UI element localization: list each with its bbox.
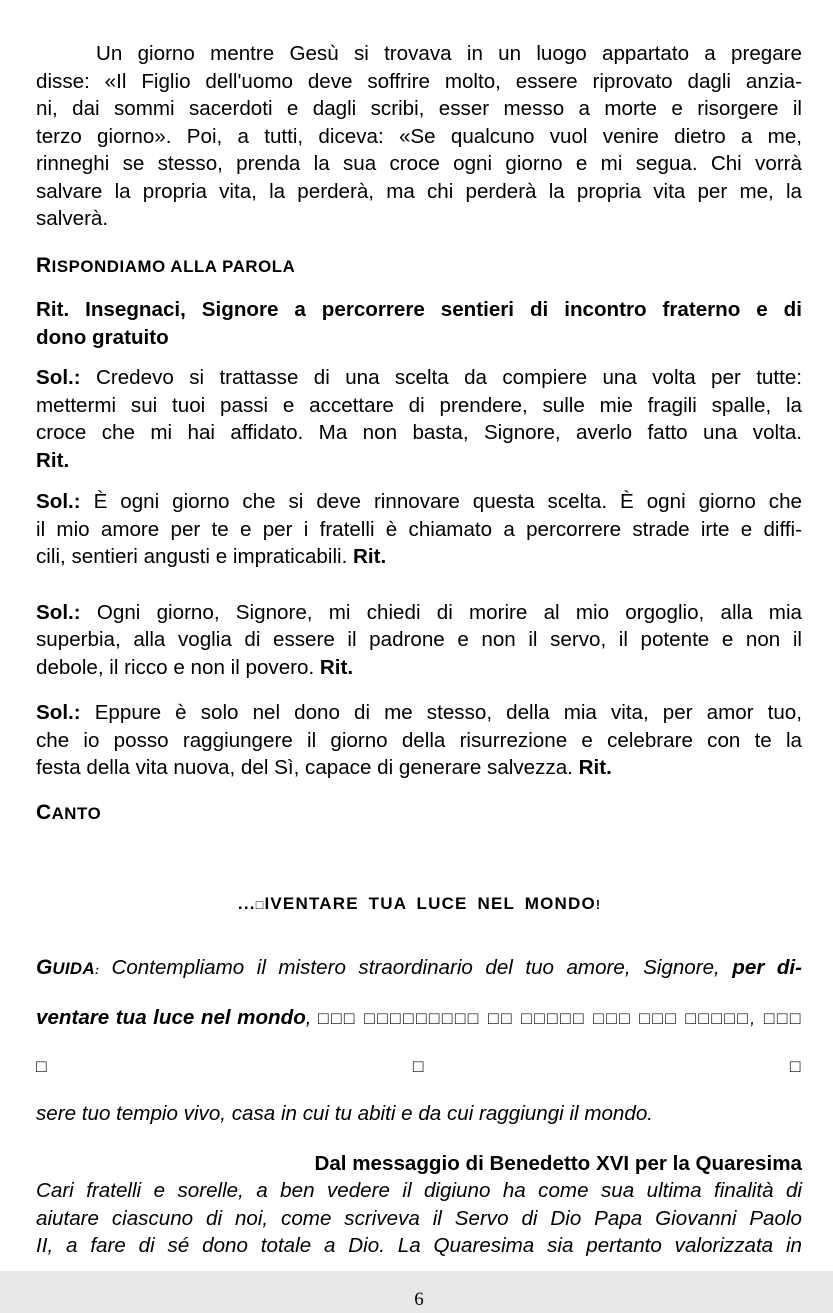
text-line: [36, 994, 802, 1090]
text-segment: ISPONDIAMO ALLA PAROLA: [52, 257, 296, 276]
text-segment: salvare la propria vita, la perderà, ma chi perderà la propria vita per me, la: [36, 180, 802, 203]
text-line: [36, 1205, 802, 1233]
text-segment: !: [596, 898, 600, 912]
heading-messaggio-benedetto: [36, 1150, 802, 1178]
text-segment: ventare tua luce nel mondo: [36, 1006, 306, 1029]
solista-paragraph-3: [36, 599, 802, 682]
text-line: [36, 447, 802, 475]
text-segment: II, a fare di sé dono totale a Dio. La Quaresima sia pertanto valorizzata in: [36, 1234, 802, 1257]
text-segment: G: [36, 956, 52, 979]
page-number: [36, 1286, 802, 1313]
guida-paragraph: [36, 944, 802, 1138]
text-line: [36, 95, 802, 123]
text-line: [36, 944, 802, 994]
quaresima-quote-paragraph: [36, 1177, 802, 1260]
text-line: [36, 516, 802, 544]
text-segment: È ogni giorno che si deve rinnovare questa scelta. È ogni giorno che: [81, 490, 802, 513]
text-segment: dono gratuito: [36, 326, 169, 349]
text-segment: mettermi sui tuoi passi e accettare di prendere, sulle mie fragili spalle, la: [36, 394, 802, 417]
text-segment: Sol.:: [36, 701, 81, 724]
text-line: [36, 296, 802, 324]
text-segment: C: [36, 801, 52, 824]
text-line: [36, 251, 802, 281]
heading-canto: [36, 798, 802, 828]
text-segment: terzo giorno». Poi, a tutti, diceva: «Se qualcuno vuol venire dietro a me,: [36, 125, 802, 148]
text-segment: che io posso raggiungere il giorno della risurrezione e celebrare con te la: [36, 729, 802, 752]
text-line: [36, 364, 802, 392]
text-segment: □: [256, 898, 265, 912]
gospel-reading-paragraph: [36, 40, 802, 233]
text-segment: Sol.:: [36, 366, 81, 389]
text-segment: ANTO: [52, 804, 102, 823]
text-segment: Contempliamo il mistero straordinario del tuo amore, Signore,: [99, 956, 732, 979]
text-segment: Cari fratelli e sorelle, a ben vedere il digiuno ha come sua ultima finalità di: [36, 1179, 802, 1202]
text-segment: croce che mi hai affidato. Ma non basta, Signore, averlo fatto una volta.: [36, 421, 802, 444]
text-segment: Un giorno mentre Gesù si trovava in un luogo appartato a pregare: [96, 42, 802, 65]
text-line: [36, 754, 802, 782]
text-segment: □□□ □□□□□□□□□ □□ □□□□□ □□□ □□□ □□□□□, □□□ □□□: [36, 1008, 802, 1076]
text-segment: Sol.:: [36, 490, 81, 513]
text-line: [36, 1090, 802, 1138]
solista-paragraph-2: [36, 488, 802, 571]
section-title-diventare-tua-luce: [36, 889, 802, 920]
text-segment: Rit. Insegnaci, Signore a percorrere sentieri di incontro fraterno e di: [36, 298, 802, 321]
text-segment: disse: «Il Figlio dell'uomo deve soffrire molto, essere riprovato dagli anzia-: [36, 70, 802, 93]
text-segment: debole, il ricco e non il povero.: [36, 656, 320, 679]
text-line: [36, 1150, 802, 1178]
solista-paragraph-4: [36, 699, 802, 782]
text-line: [36, 654, 802, 682]
text-segment: Sol.:: [36, 601, 81, 624]
text-segment: Rit.: [36, 449, 69, 472]
text-segment: aiutare ciascuno di noi, come scriveva il Servo di Dio Papa Giovanni Paolo: [36, 1207, 802, 1230]
text-segment: Dal messaggio di Benedetto XVI per la Quaresima: [314, 1152, 802, 1175]
text-line: [36, 178, 802, 206]
text-segment: salverà.: [36, 207, 108, 230]
text-line: [36, 123, 802, 151]
text-line: [36, 626, 802, 654]
text-segment: R: [36, 254, 52, 277]
text-line: [36, 798, 802, 828]
text-segment: il mio amore per te e per i fratelli è chiamato a percorrere strade irte e diffi-: [36, 518, 802, 541]
solista-paragraph-1: [36, 364, 802, 474]
text-segment: festa della vita nuova, del Sì, capace di generare salvezza.: [36, 756, 579, 779]
heading-rispondiamo-alla-parola: [36, 251, 802, 281]
text-segment: UIDA: [52, 959, 95, 978]
text-segment: ni, dai sommi sacerdoti e dagli scribi, esser messo a morte e risorgere il: [36, 97, 802, 120]
text-segment: Ogni giorno, Signore, mi chiedi di morire al mio orgoglio, alla mia: [81, 601, 802, 624]
text-segment: IVENTARE TUA LUCE NEL MONDO: [264, 894, 595, 913]
text-line: [36, 889, 802, 920]
text-segment: cili, sentieri angusti e impraticabili.: [36, 545, 353, 568]
text-segment: rinneghi se stesso, prenda la sua croce ogni giorno e mi segua. Chi vorrà: [36, 152, 802, 175]
text-segment: sere tuo tempio vivo, casa in cui tu abiti e da cui raggiungi il mondo.: [36, 1102, 653, 1125]
text-segment: :: [95, 963, 99, 977]
text-line: [36, 727, 802, 755]
text-line: [36, 40, 802, 68]
text-line: [36, 324, 802, 352]
text-line: [36, 419, 802, 447]
text-segment: Rit.: [353, 545, 386, 568]
text-line: [36, 699, 802, 727]
page-number-value: 6: [414, 1289, 424, 1310]
ritornello-paragraph: [36, 296, 802, 351]
text-line: [36, 205, 802, 233]
text-line: [36, 150, 802, 178]
text-line: [36, 599, 802, 627]
text-segment: ...: [238, 894, 256, 913]
text-segment: Eppure è solo nel dono di me stesso, della mia vita, per amor tuo,: [81, 701, 802, 724]
text-line: [36, 68, 802, 96]
text-segment: Rit.: [579, 756, 612, 779]
text-line: [36, 488, 802, 516]
text-segment: superbia, alla voglia di essere il padrone e non il servo, il potente e non il: [36, 628, 802, 651]
text-segment: Rit.: [320, 656, 353, 679]
text-line: [36, 543, 802, 571]
text-segment: Credevo si trattasse di una scelta da compiere una volta per tutte:: [81, 366, 802, 389]
text-segment: per di-: [732, 956, 802, 979]
text-line: [36, 392, 802, 420]
text-line: [36, 1232, 802, 1260]
text-line: [36, 1177, 802, 1205]
text-segment: ,: [306, 1006, 318, 1029]
